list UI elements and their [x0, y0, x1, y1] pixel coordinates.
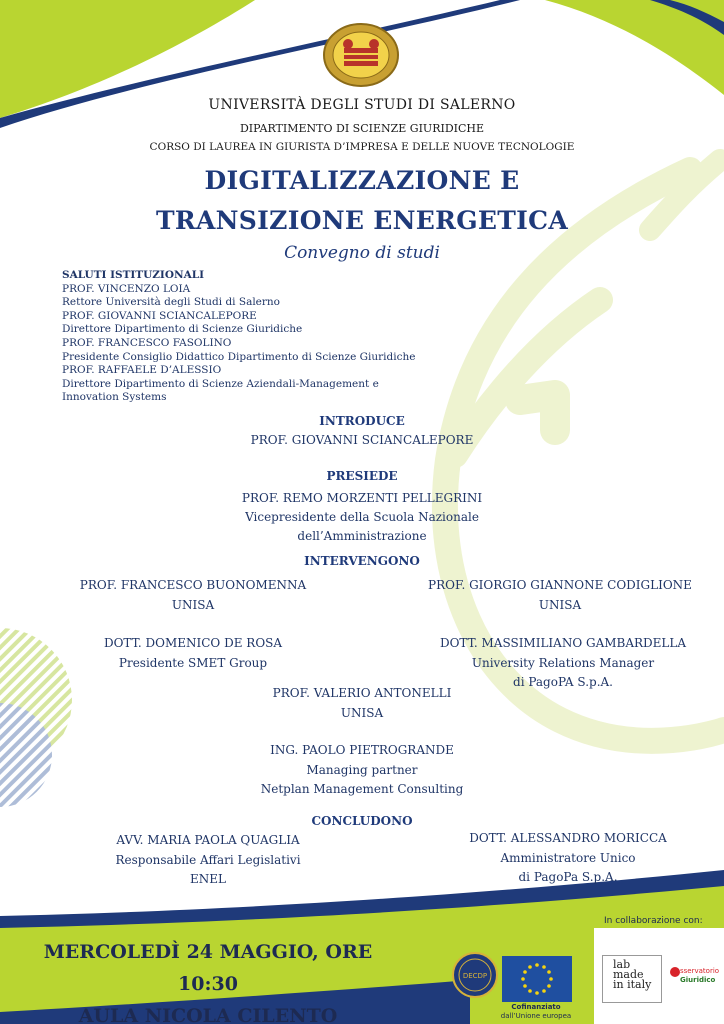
presiede-heading: PRESIEDE — [326, 469, 398, 483]
eu-flag-icon — [502, 956, 572, 1002]
greeting-role: Rettore Università degli Studi di Salerno — [62, 296, 280, 309]
speaker-affiliation: di PagoPa S.p.A. — [518, 870, 618, 884]
speaker-affiliation: Netplan Management Consulting — [260, 782, 464, 796]
introduce-speaker: PROF. GIOVANNI SCIANCALEPORE — [250, 433, 474, 447]
speaker-block — [60, 831, 356, 890]
event-date: MERCOLEDÌ 24 MAGGIO, ORE 10:30 — [43, 941, 373, 995]
speaker-affiliation: Responsabile Affari Legislativi — [115, 852, 301, 867]
introduce-heading: INTRODUCE — [319, 414, 405, 428]
greeting-role: Direttore Dipartimento di Scienze Giuridiche — [62, 323, 303, 336]
speaker-block — [410, 576, 710, 615]
speaker-affiliation: ENEL — [190, 872, 226, 886]
intervengono-heading: INTERVENGONO — [304, 554, 420, 568]
speaker-name: DOTT. DOMENICO DE ROSA — [103, 636, 283, 650]
greeting-name: PROF. VINCENZO LOIA — [62, 282, 191, 295]
presiede-role: dell’Amministrazione — [297, 529, 427, 543]
title-line-1: DIGITALIZZAZIONE E — [204, 166, 520, 195]
speaker-name: AVV. MARIA PAOLA QUAGLIA — [116, 833, 300, 847]
speaker-affiliation: di PagoPA S.p.A. — [513, 675, 613, 689]
osservatorio-dot-icon — [670, 967, 680, 977]
decdp-logo-text: DECDP — [462, 972, 488, 980]
speaker-affiliation: Managing partner — [306, 762, 418, 777]
speaker-block — [212, 684, 512, 723]
eu-cofinancing-label: Cofinanziato dall’Unione europea — [500, 1003, 572, 1020]
event-date-place — [18, 936, 398, 1024]
speaker-affiliation: Amministratore Unico — [500, 850, 636, 865]
speaker-block — [212, 741, 512, 800]
speaker-name: ING. PAOLO PIETROGRANDE — [270, 743, 454, 757]
greetings-heading: SALUTI ISTITUZIONALI — [62, 269, 205, 281]
presiede-role: Vicepresidente della Scuola Nazionale — [245, 510, 479, 524]
greetings-section — [62, 269, 422, 405]
speaker-name: DOTT. ALESSANDRO MORICCA — [469, 831, 667, 845]
title-line-2: TRANSIZIONE ENERGETICA — [155, 206, 569, 235]
speaker-affiliation: UNISA — [171, 597, 215, 612]
greeting-role: Presidente Consiglio Didattico Dipartimento di Scienze Giuridiche — [62, 350, 416, 363]
university-name: UNIVERSITÀ DEGLI STUDI DI SALERNO — [208, 97, 516, 113]
decdp-logo — [452, 952, 498, 998]
greeting-name: PROF. FRANCESCO FASOLINO — [62, 336, 232, 349]
greeting-name: PROF. GIOVANNI SCIANCALEPORE — [62, 309, 257, 322]
concludono-heading: CONCLUDONO — [311, 814, 413, 828]
greeting-name: PROF. RAFFAELE D’ALESSIO — [62, 364, 222, 377]
speaker-block — [60, 576, 326, 615]
speaker-affiliation: University Relations Manager — [471, 655, 655, 670]
speaker-name: PROF. VALERIO ANTONELLI — [272, 686, 452, 700]
speaker-block — [430, 829, 706, 888]
event-place: AULA NICOLA CILENTO — [78, 1005, 338, 1024]
osservatorio-giuridico-logo: sservatorio Giuridico — [666, 965, 722, 993]
greeting-role: Direttore Dipartimento di Scienze Aziendali-Management e — [62, 377, 379, 390]
university-seal — [322, 22, 400, 88]
speaker-block — [60, 634, 326, 673]
collaboration-label: In collaborazione con: — [604, 916, 703, 926]
speaker-affiliation: Presidente SMET Group — [118, 655, 268, 670]
speaker-affiliation: UNISA — [340, 705, 384, 720]
degree-course: CORSO DI LAUREA IN GIURISTA D’IMPRESA E DELLE NUOVE TECNOLOGIE — [149, 141, 575, 153]
speaker-name: PROF. FRANCESCO BUONOMENNA — [79, 578, 307, 592]
speaker-name: DOTT. MASSIMILIANO GAMBARDELLA — [439, 636, 687, 650]
speaker-affiliation: UNISA — [538, 597, 582, 612]
subtitle: Convegno di studi — [284, 243, 440, 263]
department-name: DIPARTIMENTO DI SCIENZE GIURIDICHE — [239, 122, 485, 135]
speaker-name: PROF. GIORGIO GIANNONE CODIGLIONE — [428, 578, 692, 592]
lab-made-in-italy-logo: lab made in italy — [602, 955, 662, 1003]
greeting-role: Innovation Systems — [62, 391, 167, 404]
presiede-speaker: PROF. REMO MORZENTI PELLEGRINI — [241, 491, 483, 505]
